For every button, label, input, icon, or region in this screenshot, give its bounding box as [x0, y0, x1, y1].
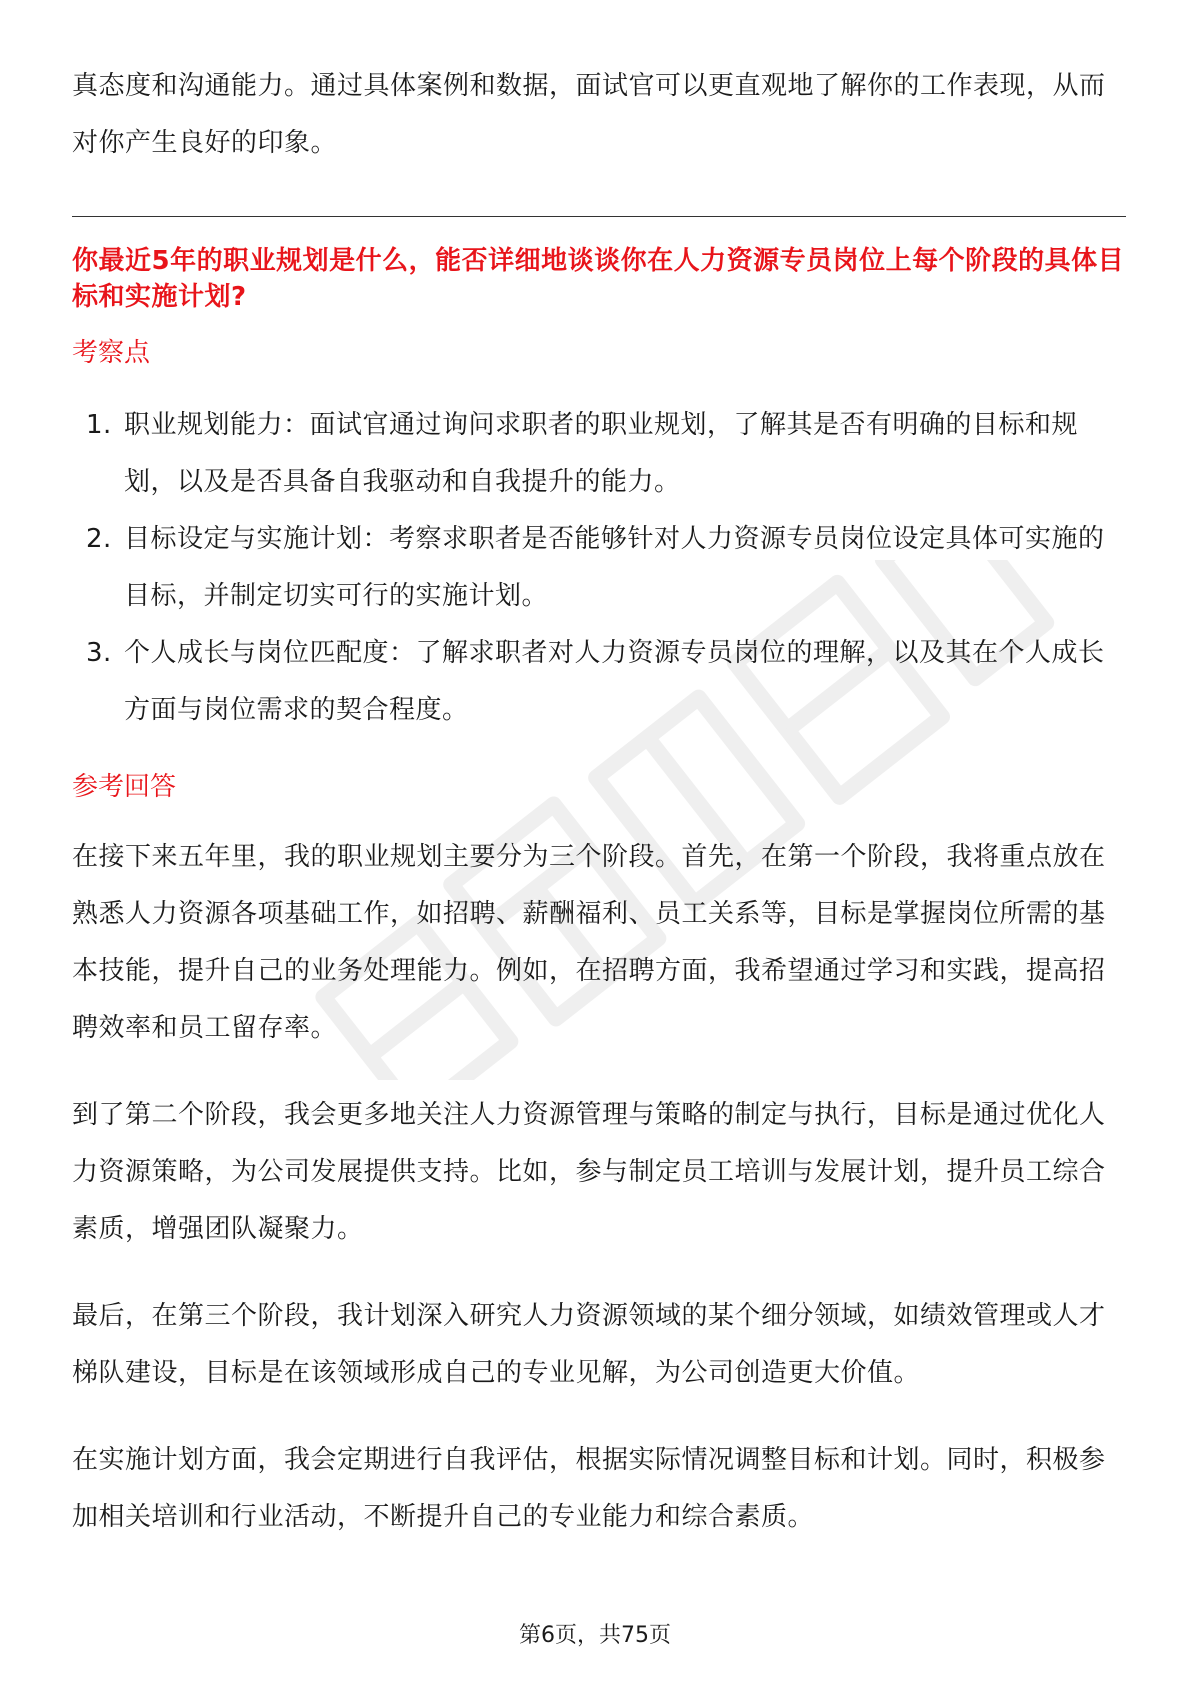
- answer-paragraph: 在接下来五年里，我的职业规划主要分为三个阶段。首先，在第一个阶段，我将重点放在熟悉人力资源各项基础工作，如招聘、薪酬福利、员工关系等，目标是掌握岗位所需的基本技能，提升自己的业务处理能力。例如，在招聘方面，我希望通过学习和实践，提高招聘效率和员工留存率。: [72, 842, 1106, 1043]
- list-item-number: 3.: [86, 638, 112, 668]
- answer-label: 参考回答: [72, 772, 177, 802]
- list-item-number: 2.: [86, 524, 112, 554]
- answer-body: [72, 829, 1126, 1546]
- list-item: [72, 625, 1126, 739]
- question-heading: 你最近5年的职业规划是什么，能否详细地谈谈你在人力资源专员岗位上每个阶段的具体目标和实施计划?: [72, 246, 1125, 312]
- page-content: [72, 58, 1126, 1546]
- page-number-footer: 第6页，共75页: [519, 1623, 671, 1648]
- list-item-number: 1.: [86, 410, 112, 440]
- points-list: [72, 397, 1126, 739]
- list-item-text: 个人成长与岗位匹配度：了解求职者对人力资源专员岗位的理解，以及其在个人成长方面与岗位需求的契合程度。: [124, 638, 1105, 725]
- answer-paragraph: 到了第二个阶段，我会更多地关注人力资源管理与策略的制定与执行，目标是通过优化人力资源策略，为公司发展提供支持。比如，参与制定员工培训与发展计划，提升员工综合素质，增强团队凝聚力。: [72, 1100, 1106, 1244]
- list-item-text: 目标设定与实施计划：考察求职者是否能够针对人力资源专员岗位设定具体可实施的目标，并制定切实可行的实施计划。: [124, 524, 1105, 611]
- answer-paragraph: 最后，在第三个阶段，我计划深入研究人力资源领域的某个细分领域，如绩效管理或人才梯队建设，目标是在该领域形成自己的专业见解，为公司创造更大价值。: [72, 1301, 1106, 1388]
- list-item: [72, 397, 1126, 511]
- points-label: 考察点: [72, 338, 151, 368]
- list-item-text: 职业规划能力：面试官通过询问求职者的职业规划，了解其是否有明确的目标和规划，以及是否具备自我驱动和自我提升的能力。: [124, 410, 1079, 497]
- answer-paragraph: 在实施计划方面，我会定期进行自我评估，根据实际情况调整目标和计划。同时，积极参加相关培训和行业活动，不断提升自己的专业能力和综合素质。: [72, 1445, 1106, 1532]
- section-divider: [72, 216, 1126, 217]
- intro-paragraph: 真态度和沟通能力。通过具体案例和数据，面试官可以更直观地了解你的工作表现，从而对你产生良好的印象。: [72, 71, 1106, 158]
- list-item: [72, 511, 1126, 625]
